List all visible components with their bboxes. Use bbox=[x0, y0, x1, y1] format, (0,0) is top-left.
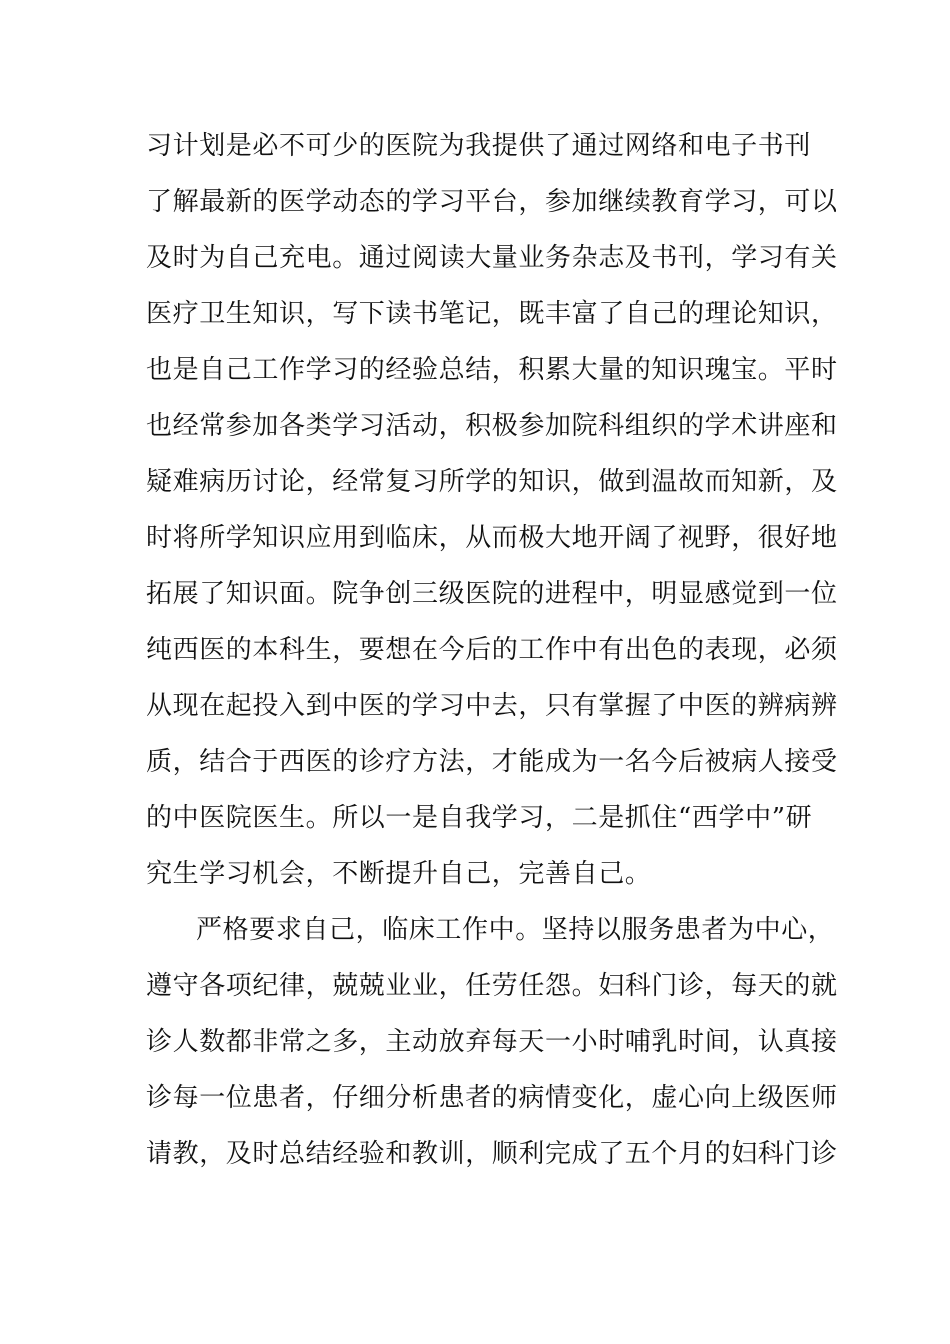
text-line: 诊人数都非常之多，主动放弃每天一小时哺乳时间，认真接 bbox=[146, 1027, 838, 1057]
text-line: 习计划是必不可少的医院为我提供了通过网络和电子书刊 bbox=[146, 131, 812, 161]
text-line: 医疗卫生知识，写下读书笔记，既丰富了自己的理论知识， bbox=[146, 299, 838, 329]
text-line: 请教，及时总结经验和教训，顺利完成了五个月的妇科门诊 bbox=[146, 1139, 838, 1169]
text-line: 质，结合于西医的诊疗方法，才能成为一名今后被病人接受 bbox=[146, 747, 838, 777]
text-line: 的中医院医生。所以一是自我学习，二是抓住“西学中”研 bbox=[146, 803, 813, 833]
text-line: 及时为自己充电。通过阅读大量业务杂志及书刊，学习有关 bbox=[146, 243, 838, 273]
text-line: 纯西医的本科生，要想在今后的工作中有出色的表现，必须 bbox=[146, 635, 838, 665]
text-line: 也经常参加各类学习活动，积极参加院科组织的学术讲座和 bbox=[146, 411, 838, 441]
text-line: 究生学习机会，不断提升自己，完善自己。 bbox=[146, 859, 652, 889]
text-line: 诊每一位患者，仔细分析患者的病情变化，虚心向上级医师 bbox=[146, 1083, 838, 1113]
text-line: 时将所学知识应用到临床，从而极大地开阔了视野，很好地 bbox=[146, 523, 838, 553]
paragraph-first-line: 严格要求自己，临床工作中。坚持以服务患者为中心， bbox=[196, 915, 835, 945]
text-line: 疑难病历讨论，经常复习所学的知识，做到温故而知新，及 bbox=[146, 467, 838, 497]
text-line: 遵守各项纪律，兢兢业业，任劳任怨。妇科门诊，每天的就 bbox=[146, 971, 838, 1001]
text-line: 从现在起投入到中医的学习中去，只有掌握了中医的辨病辨 bbox=[146, 691, 838, 721]
text-line: 了解最新的医学动态的学习平台，参加继续教育学习，可以 bbox=[146, 187, 838, 217]
text-line: 也是自己工作学习的经验总结，积累大量的知识瑰宝。平时 bbox=[146, 355, 838, 385]
text-line: 拓展了知识面。院争创三级医院的进程中，明显感觉到一位 bbox=[146, 579, 838, 609]
